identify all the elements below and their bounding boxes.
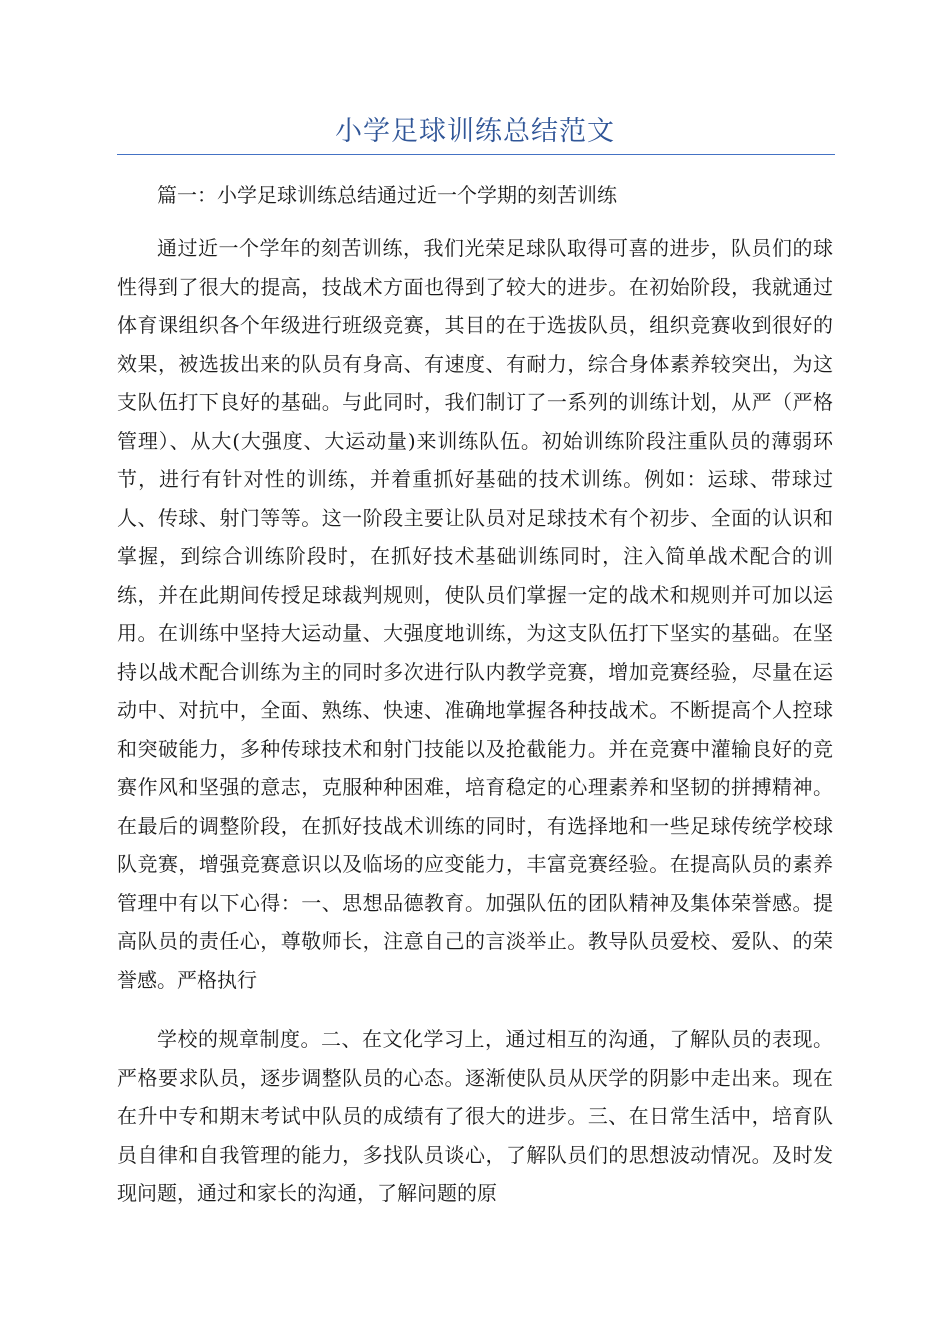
title-underline [117, 154, 835, 155]
body-paragraph: 通过近一个学年的刻苦训练，我们光荣足球队取得可喜的进步，队员们的球性得到了很大的提高，技战术方面也得到了较大的进步。在初始阶段，我就通过体育课组织各个年级进行班级竞赛，其目的在于选拔队员，组织竞赛收到很好的效果，被选拔出来的队员有身高、有速度、有耐力，综合身体素养较突出，为这支队伍打下良好的基础。与此同时，我们制订了一系列的训练计划，从严（严格管理）、从大(大强度、大运动量)来训练队伍。初始训练阶段注重队员的薄弱环节，进行有针对性的训练，并着重抓好基础的技术训练。例如：运球、带球过人、传球、射门等等。这一阶段主要让队员对足球技术有个初步、全面的认识和掌握，到综合训练阶段时，在抓好技术基础训练同时，注入简单战术配合的训练，并在此期间传授足球裁判规则，使队员们掌握一定的战术和规则并可加以运用。在训练中坚持大运动量、大强度地训练，为这支队伍打下坚实的基础。在坚持以战术配合训练为主的同时多次进行队内教学竞赛，增加竞赛经验，尽量在运动中、对抗中，全面、熟练、快速、准确地掌握各种技战术。不断提高个人控球和突破能力，多种传球技术和射门技能以及抢截能力。并在竞赛中灌输良好的竞赛作风和坚强的意志，克服种种困难，培育稳定的心理素养和坚韧的拼搏精神。在最后的调整阶段，在抓好技战术训练的同时，有选择地和一些足球传统学校球队竞赛，增强竞赛意识以及临场的应变能力，丰富竞赛经验。在提高队员的素养管理中有以下心得：一、思想品德教育。加强队伍的团队精神及集体荣誉感。提高队员的责任心，尊敬师长，注意自己的言淡举止。教导队员爱校、爱队、的荣誉感。严格执行 [117, 236, 833, 992]
page-title: 小学足球训练总结范文 [335, 116, 615, 147]
section-heading: 篇一：小学足球训练总结通过近一个学期的刻苦训练 [157, 183, 617, 207]
body-paragraph: 学校的规章制度。二、在文化学习上，通过相互的沟通，了解队员的表现。严格要求队员，逐步调整队员的心态。逐渐使队员从厌学的阴影中走出来。现在在升中专和期末考试中队员的成绩有了很大的进步。三、在日常生活中，培育队员自律和自我管理的能力，多找队员谈心，了解队员们的思想波动情况。及时发现问题，通过和家长的沟通，了解问题的原 [117, 1027, 833, 1205]
